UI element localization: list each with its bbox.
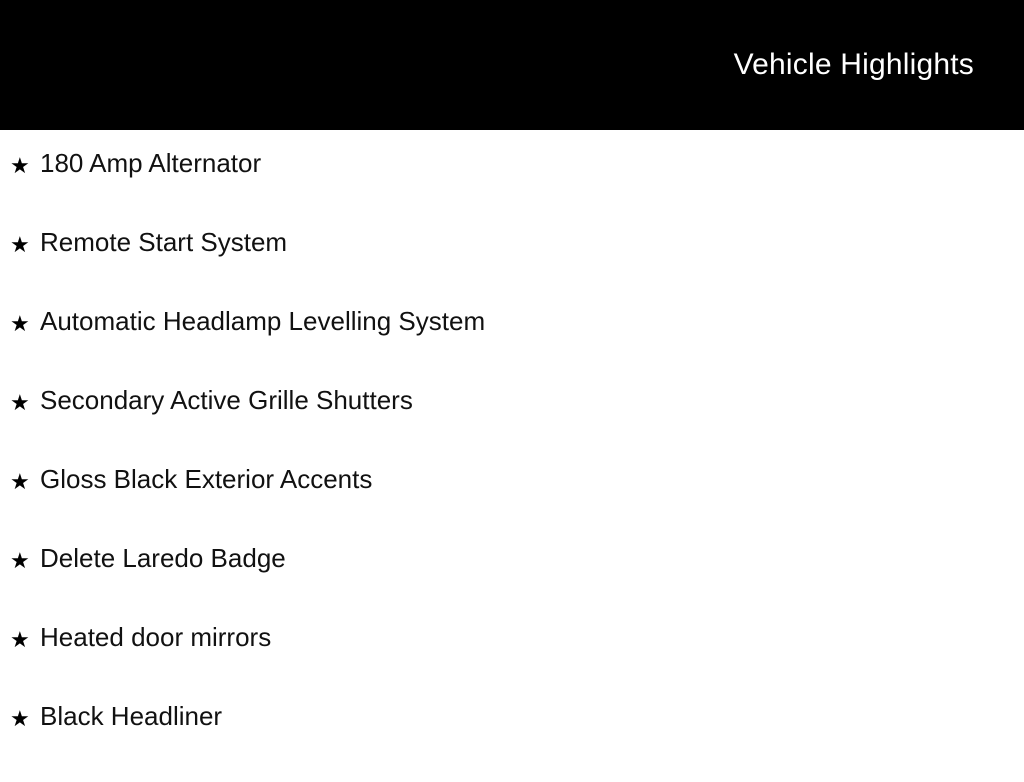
list-item bbox=[0, 229, 1024, 308]
vehicle-highlights-list bbox=[0, 130, 1024, 782]
list-item-label: Gloss Black Exterior Accents bbox=[40, 464, 373, 494]
list-item-label: Black Headliner bbox=[40, 701, 223, 731]
star-icon: ★ bbox=[10, 311, 30, 336]
star-icon: ★ bbox=[10, 153, 30, 178]
list-item bbox=[0, 624, 1024, 703]
list-item bbox=[0, 387, 1024, 466]
list-item-label: Automatic Headlamp Levelling System bbox=[40, 306, 486, 336]
star-icon: ★ bbox=[10, 706, 30, 731]
list-item bbox=[0, 703, 1024, 782]
list-item-label: Heated door mirrors bbox=[40, 622, 272, 652]
star-icon: ★ bbox=[10, 469, 30, 494]
list-item-label: Remote Start System bbox=[40, 227, 288, 257]
star-icon: ★ bbox=[10, 548, 30, 573]
star-icon: ★ bbox=[10, 627, 30, 652]
star-icon: ★ bbox=[10, 232, 30, 257]
list-item-label: Delete Laredo Badge bbox=[40, 543, 286, 573]
list-item-label: Secondary Active Grille Shutters bbox=[40, 385, 413, 415]
star-icon: ★ bbox=[10, 390, 30, 415]
list-item bbox=[0, 150, 1024, 229]
list-item bbox=[0, 545, 1024, 624]
list-item-label: 180 Amp Alternator bbox=[40, 148, 262, 178]
page-title: Vehicle Highlights bbox=[733, 48, 974, 81]
page-header bbox=[0, 0, 1024, 130]
list-item bbox=[0, 466, 1024, 545]
list-item bbox=[0, 308, 1024, 387]
